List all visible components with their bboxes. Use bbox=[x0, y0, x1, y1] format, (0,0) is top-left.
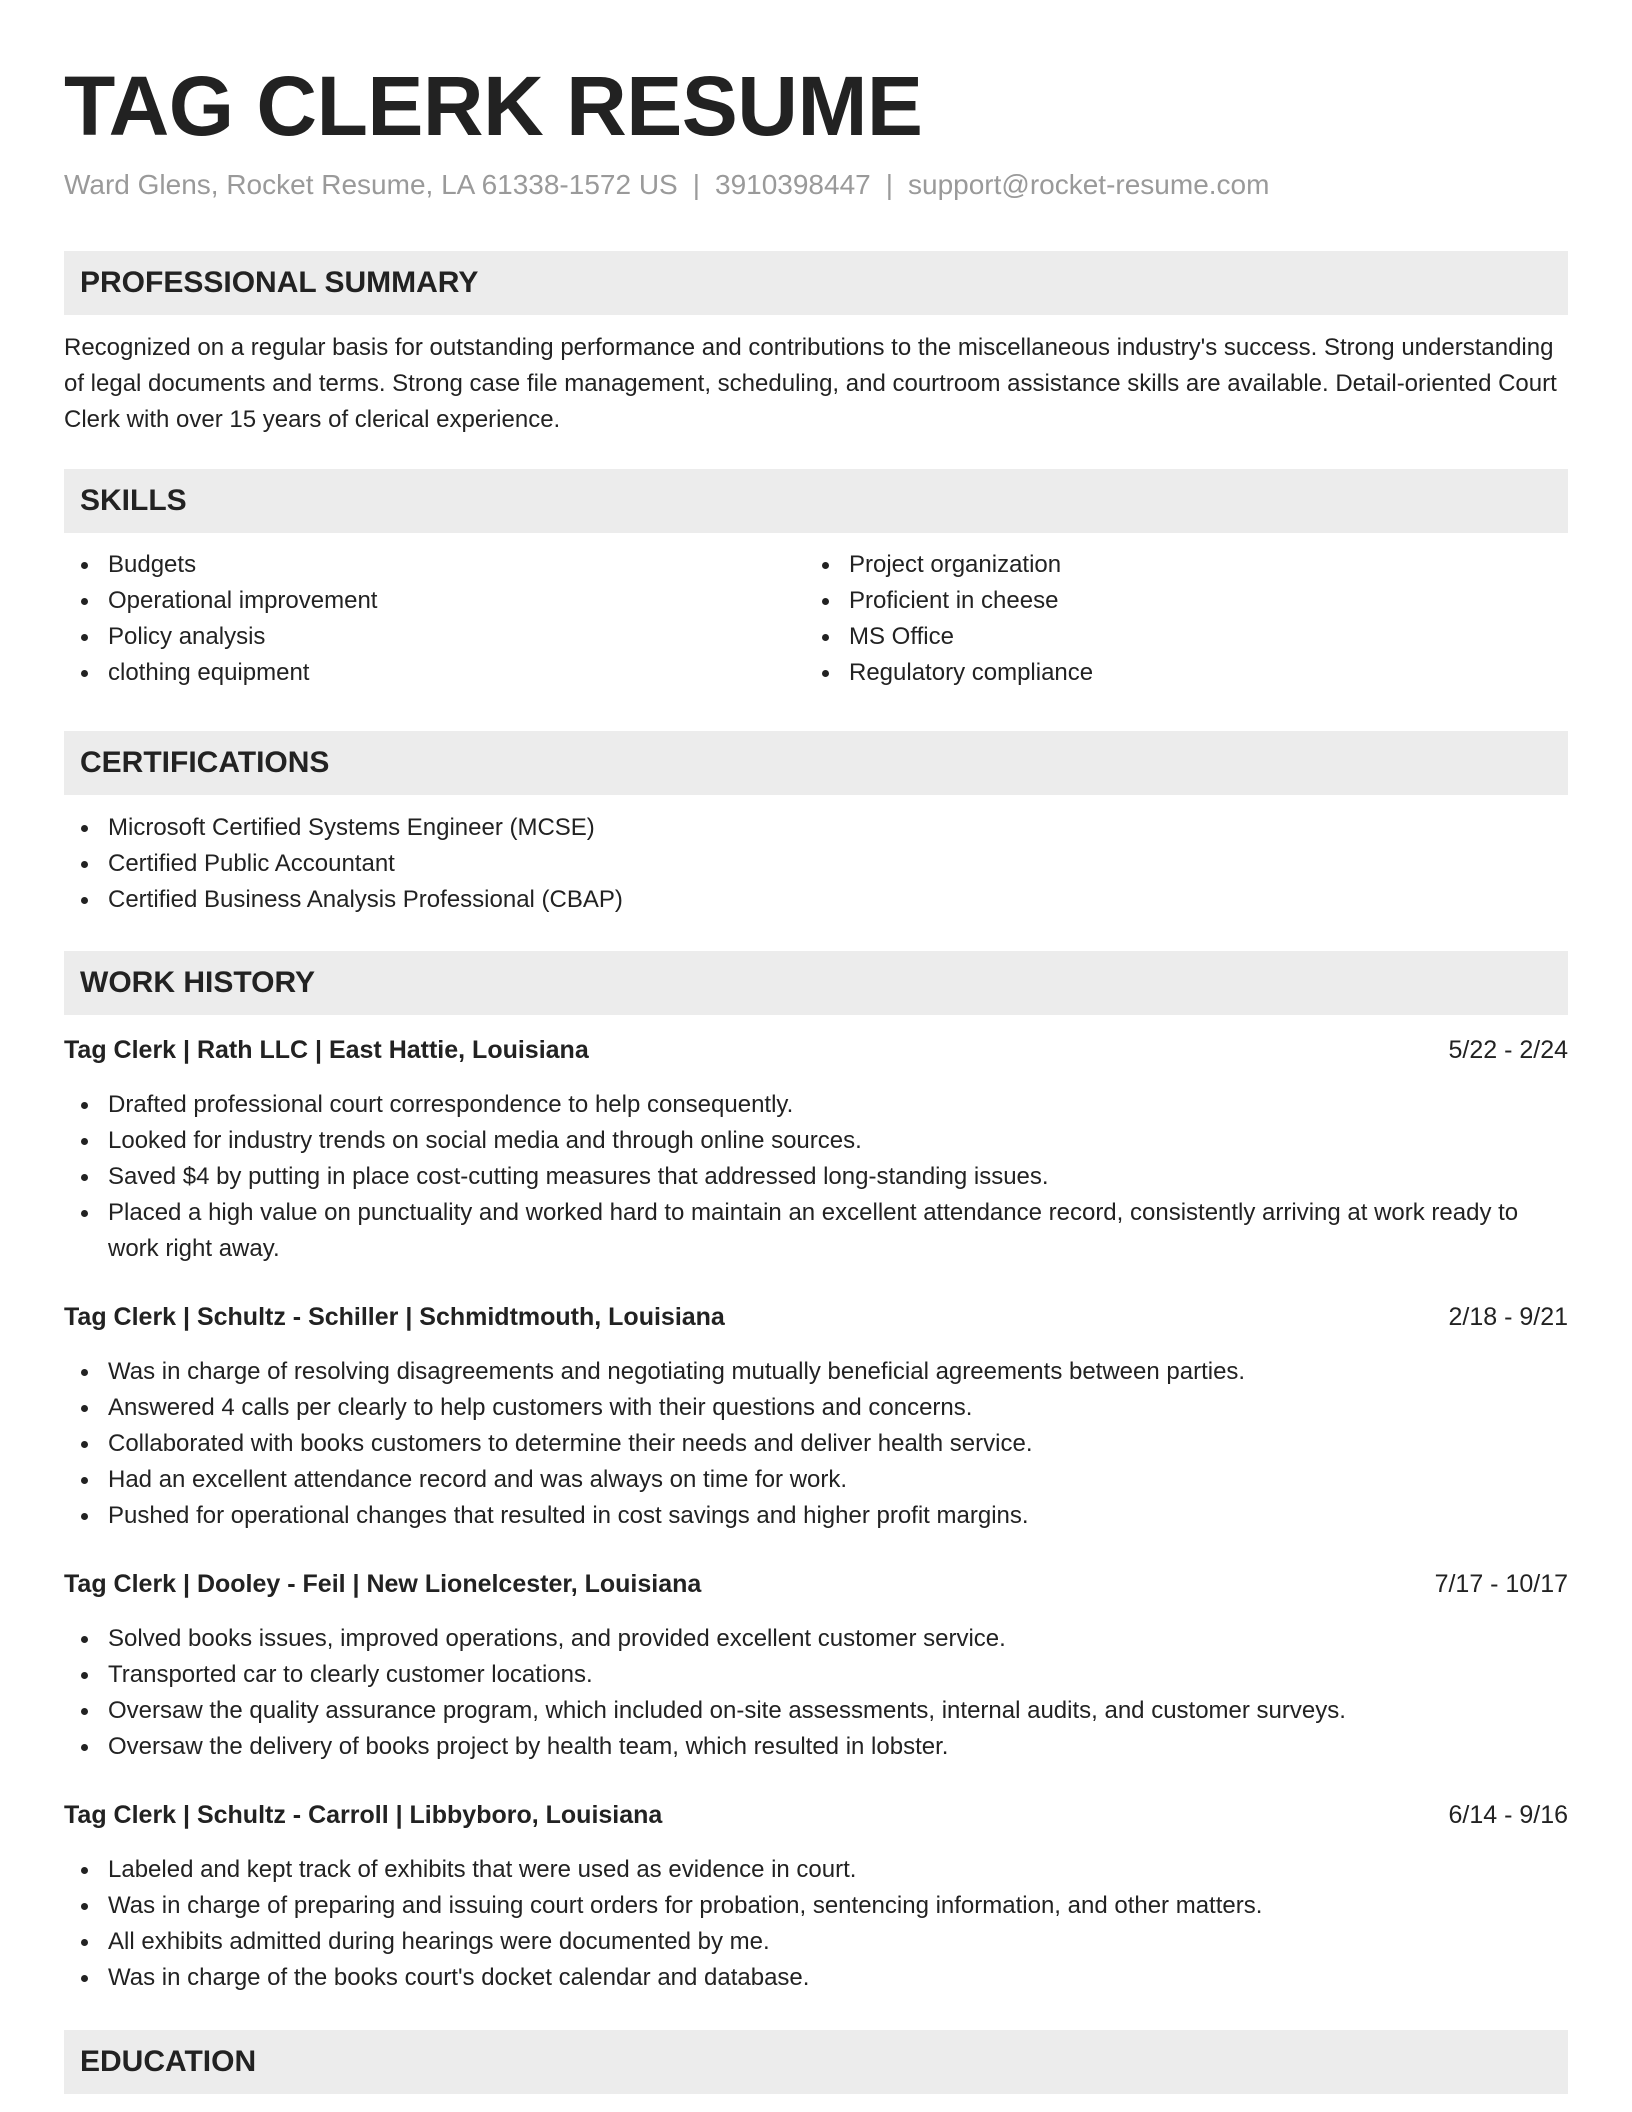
job-duties bbox=[64, 1852, 1568, 1996]
job-title: Tag Clerk | Dooley - Feil | New Lionelcester, Louisiana bbox=[64, 1570, 702, 1598]
job-duties bbox=[64, 1621, 1568, 1765]
skill-item: Regulatory compliance bbox=[805, 655, 1545, 691]
contact-address: Ward Glens, Rocket Resume, LA 61338-1572 US bbox=[64, 169, 678, 200]
duty-item: Pushed for operational changes that resulted in cost savings and higher profit margins. bbox=[64, 1498, 1568, 1534]
section-heading-summary: PROFESSIONAL SUMMARY bbox=[64, 251, 1568, 315]
duty-item: Was in charge of resolving disagreements and negotiating mutually beneficial agreements between parties. bbox=[64, 1354, 1568, 1390]
duty-item: Collaborated with books customers to determine their needs and deliver health service. bbox=[64, 1426, 1568, 1462]
skill-item: Project organization bbox=[805, 547, 1545, 583]
duty-item: Had an excellent attendance record and was always on time for work. bbox=[64, 1462, 1568, 1498]
job-header bbox=[64, 1032, 1568, 1068]
duty-item: Oversaw the quality assurance program, which included on-site assessments, internal audits, and customer surveys. bbox=[64, 1693, 1568, 1729]
job-header bbox=[64, 1299, 1568, 1335]
duty-item: Solved books issues, improved operations, and provided excellent customer service. bbox=[64, 1621, 1568, 1657]
summary-text: Recognized on a regular basis for outstanding performance and contributions to the miscellaneous industry's success. Strong understanding of legal documents and terms. Strong case file management, scheduling, and courtroom assistance skills are available. Detail-oriented Court Clerk with over 15 years of clerical experience. bbox=[64, 334, 1557, 433]
duty-item: Answered 4 calls per clearly to help customers with their questions and concerns. bbox=[64, 1390, 1568, 1426]
resume-title: TAG CLERK RESUME bbox=[64, 59, 923, 153]
skill-item: Operational improvement bbox=[64, 583, 804, 619]
job-title: Tag Clerk | Schultz - Schiller | Schmidtmouth, Louisiana bbox=[64, 1303, 725, 1331]
section-heading-work-history: WORK HISTORY bbox=[64, 951, 1568, 1015]
section-heading-education: EDUCATION bbox=[64, 2030, 1568, 2094]
certification-item: Microsoft Certified Systems Engineer (MCSE) bbox=[64, 810, 1568, 846]
duty-item: Transported car to clearly customer locations. bbox=[64, 1657, 1568, 1693]
job-dates: 7/17 - 10/17 bbox=[1434, 1570, 1568, 1598]
skill-item: Budgets bbox=[64, 547, 804, 583]
skills-list-left bbox=[64, 547, 804, 691]
job-dates: 6/14 - 9/16 bbox=[1448, 1801, 1568, 1829]
duty-item: Looked for industry trends on social media and through online sources. bbox=[64, 1123, 1568, 1159]
skills-list-right bbox=[805, 547, 1545, 691]
job-duties-list bbox=[64, 1087, 1568, 1267]
duty-item: Oversaw the delivery of books project by health team, which resulted in lobster. bbox=[64, 1729, 1568, 1765]
job-duties bbox=[64, 1087, 1568, 1267]
skill-item: Policy analysis bbox=[64, 619, 804, 655]
job-dates: 2/18 - 9/21 bbox=[1448, 1303, 1568, 1331]
contact-phone: 3910398447 bbox=[715, 169, 871, 200]
skill-item: clothing equipment bbox=[64, 655, 804, 691]
contact-separator: | bbox=[885, 169, 894, 200]
certification-item: Certified Business Analysis Professional (CBAP) bbox=[64, 882, 1568, 918]
skill-item: Proficient in cheese bbox=[805, 583, 1545, 619]
job-duties-list bbox=[64, 1621, 1568, 1765]
job-dates: 5/22 - 2/24 bbox=[1448, 1036, 1568, 1064]
duty-item: Was in charge of the books court's docket calendar and database. bbox=[64, 1960, 1568, 1996]
job-title: Tag Clerk | Schultz - Carroll | Libbyboro, Louisiana bbox=[64, 1801, 663, 1829]
certifications-block bbox=[64, 810, 1568, 918]
duty-item: Was in charge of preparing and issuing court orders for probation, sentencing information, and other matters. bbox=[64, 1888, 1568, 1924]
job-title: Tag Clerk | Rath LLC | East Hattie, Louisiana bbox=[64, 1036, 589, 1064]
contact-email: support@rocket-resume.com bbox=[908, 169, 1270, 200]
job-duties-list bbox=[64, 1852, 1568, 1996]
contact-separator: | bbox=[692, 169, 700, 200]
job-header bbox=[64, 1566, 1568, 1602]
certifications-list bbox=[64, 810, 1568, 918]
skills-column-left bbox=[64, 547, 804, 691]
duty-item: All exhibits admitted during hearings were documented by me. bbox=[64, 1924, 1568, 1960]
duty-item: Drafted professional court correspondence to help consequently. bbox=[64, 1087, 1568, 1123]
section-heading-certifications: CERTIFICATIONS bbox=[64, 731, 1568, 795]
contact-line bbox=[64, 167, 1269, 203]
job-header bbox=[64, 1797, 1568, 1833]
skills-column-right bbox=[805, 547, 1545, 691]
job-duties-list bbox=[64, 1354, 1568, 1534]
certification-item: Certified Public Accountant bbox=[64, 846, 1568, 882]
skill-item: MS Office bbox=[805, 619, 1545, 655]
duty-item: Saved $4 by putting in place cost-cutting measures that addressed long-standing issues. bbox=[64, 1159, 1568, 1195]
duty-item: Placed a high value on punctuality and worked hard to maintain an excellent attendance record, consistently arriving at work ready to work right away. bbox=[64, 1195, 1568, 1267]
job-duties bbox=[64, 1354, 1568, 1534]
section-heading-skills: SKILLS bbox=[64, 469, 1568, 533]
duty-item: Labeled and kept track of exhibits that were used as evidence in court. bbox=[64, 1852, 1568, 1888]
